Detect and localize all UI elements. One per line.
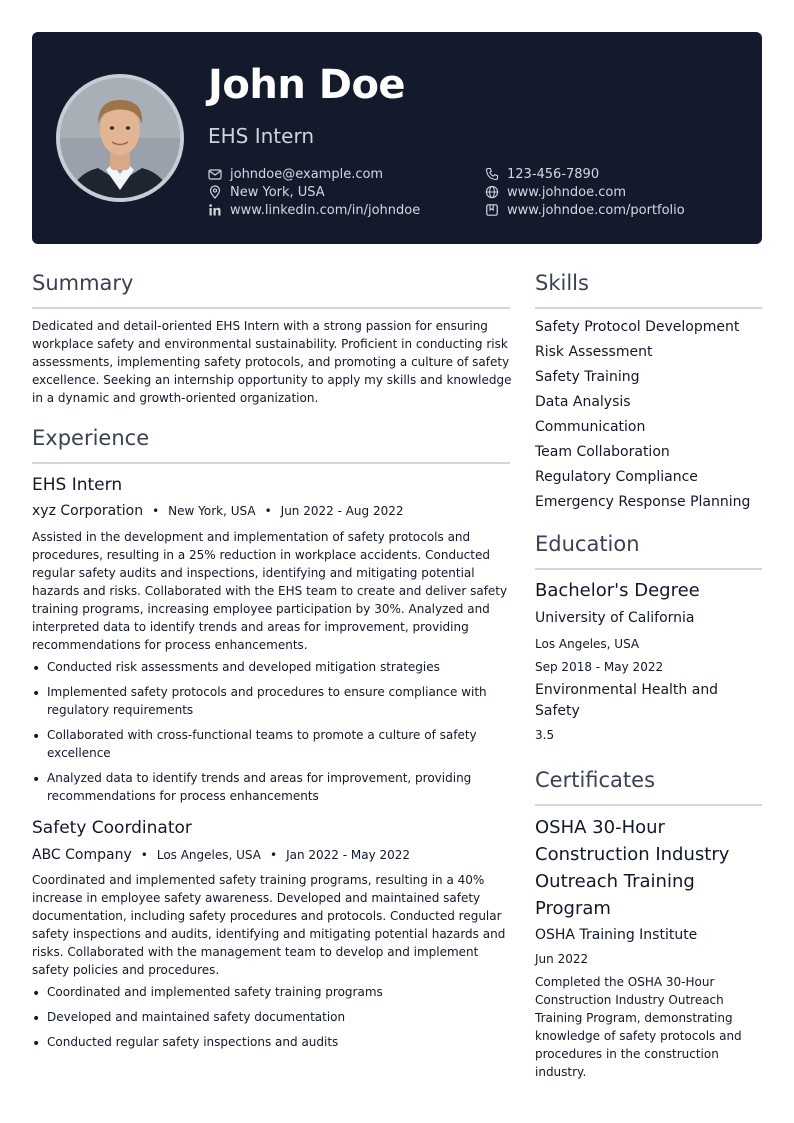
avatar <box>56 74 184 202</box>
job-company: ABC Company <box>32 847 132 863</box>
location-text: New York, USA <box>230 184 325 200</box>
certificates-divider <box>535 804 762 806</box>
certificate-date: Jun 2022 <box>535 952 589 966</box>
job-bullet-list <box>32 658 510 812</box>
portfolio-icon <box>485 203 499 217</box>
job-meta <box>32 503 404 519</box>
skill-item: Data Analysis <box>535 394 631 410</box>
contact-portfolio[interactable] <box>485 201 685 219</box>
globe-icon <box>485 185 499 199</box>
job-bullet-list <box>32 983 510 1058</box>
linkedin-text: www.linkedin.com/in/johndoe <box>230 202 421 218</box>
job-location: New York, USA <box>168 504 256 518</box>
skill-item: Safety Protocol Development <box>535 319 740 335</box>
summary-divider <box>32 307 510 309</box>
education-school: University of California <box>535 610 695 626</box>
experience-heading: Experience <box>32 426 150 450</box>
contact-phone[interactable] <box>485 165 599 183</box>
list-item: • Conducted regular safety inspections and audits <box>32 1033 510 1051</box>
separator-dot: • <box>264 504 272 518</box>
portfolio-text: www.johndoe.com/portfolio <box>507 202 685 218</box>
list-item: • Collaborated with cross-functional teams to promote a culture of safety excellence <box>32 726 510 762</box>
job-location: Los Angeles, USA <box>156 848 261 862</box>
list-item: • Coordinated and implemented safety training programs <box>32 983 510 1001</box>
phone-text: 123-456-7890 <box>507 166 600 182</box>
summary-text: Dedicated and detail-oriented EHS Intern with a strong passion for ensuring workplace safety and environmental sustainability. Proficient in conducting risk assessments, implementing safety protocols, and promoting a culture of safety excellence. Seeking an internship opportunity to apply my skills and knowledge in a dynamic and growth-oriented organization. <box>32 319 512 405</box>
skill-item: Team Collaboration <box>535 444 670 460</box>
education-degree: Bachelor's Degree <box>535 580 700 601</box>
list-item: • Implemented safety protocols and procedures to ensure compliance with regulatory requirements <box>32 683 510 719</box>
skill-item: Regulatory Compliance <box>535 469 698 485</box>
list-item: • Analyzed data to identify trends and areas for improvement, providing recommendations for process enhancements <box>32 769 510 805</box>
education-field: Environmental Health and Safety <box>535 682 719 719</box>
skills-list <box>535 317 762 517</box>
certificate-issuer: OSHA Training Institute <box>535 927 698 943</box>
summary-heading: Summary <box>32 271 134 295</box>
profile-photo <box>60 78 180 198</box>
certificate-name: OSHA 30-Hour Construction Industry Outreach Training Program <box>535 817 730 919</box>
contact-website[interactable] <box>485 183 626 201</box>
education-gpa: 3.5 <box>535 728 555 742</box>
job-title: EHS Intern <box>32 475 123 495</box>
job-dates: Jan 2022 - May 2022 <box>286 848 411 862</box>
skill-item: Safety Training <box>535 369 640 385</box>
contact-email[interactable] <box>208 165 383 183</box>
certificates-heading: Certificates <box>535 768 656 792</box>
education-heading: Education <box>535 532 640 556</box>
skill-item: Risk Assessment <box>535 344 653 360</box>
linkedin-icon <box>208 203 222 217</box>
separator-dot: • <box>152 504 160 518</box>
separator-dot: • <box>269 848 278 862</box>
candidate-name: John Doe <box>208 62 406 108</box>
education-dates: Sep 2018 - May 2022 <box>535 660 664 674</box>
list-item: • Developed and maintained safety documentation <box>32 1008 510 1026</box>
skill-item: Emergency Response Planning <box>535 494 751 510</box>
contact-location <box>208 183 325 201</box>
job-description: Coordinated and implemented safety training programs, resulting in a 40% increase in employee safety awareness. Developed and maintained safety documentation, including safety procedures and protocols. Conducted regular safety inspections and audits, identifying and mitigating potential hazards and risks. Collaborated with the management team to develop and implement safety policies and procedures. <box>32 873 506 977</box>
job-dates: Jun 2022 - Aug 2022 <box>280 504 404 518</box>
certificate-description: Completed the OSHA 30-Hour Construction Industry Outreach Training Program, demonstrating knowledge of safety protocols and procedures in the construction industry. <box>535 975 742 1079</box>
education-divider <box>535 568 762 570</box>
skill-item: Communication <box>535 419 646 435</box>
resume-header <box>32 32 762 244</box>
skills-heading: Skills <box>535 271 589 295</box>
phone-icon <box>485 167 499 181</box>
education-location: Los Angeles, USA <box>535 637 640 651</box>
separator-dot: • <box>140 848 148 862</box>
email-text: johndoe@example.com <box>230 166 384 182</box>
job-title: Safety Coordinator <box>32 818 192 838</box>
job-company: xyz Corporation <box>32 503 144 519</box>
map-pin-icon <box>208 185 222 199</box>
mail-icon <box>208 167 222 181</box>
website-text: www.johndoe.com <box>507 184 626 200</box>
candidate-role: EHS Intern <box>208 124 314 148</box>
experience-divider <box>32 462 510 464</box>
list-item: • Conducted risk assessments and developed mitigation strategies <box>32 658 510 676</box>
job-meta <box>32 847 410 863</box>
contact-linkedin[interactable] <box>208 201 420 219</box>
skills-divider <box>535 307 762 309</box>
job-description: Assisted in the development and implementation of safety protocols and procedures, resulting in a 25% reduction in workplace accidents. Conducted regular safety audits and inspections, identifying and mitigating potential hazards and risks. Collaborated with the EHS team to create and deliver safety training programs, increasing employee participation by 30%. Analyzed and interpreted data to identify trends and areas for improvement, providing recommendations for process enhancements. <box>32 530 508 652</box>
